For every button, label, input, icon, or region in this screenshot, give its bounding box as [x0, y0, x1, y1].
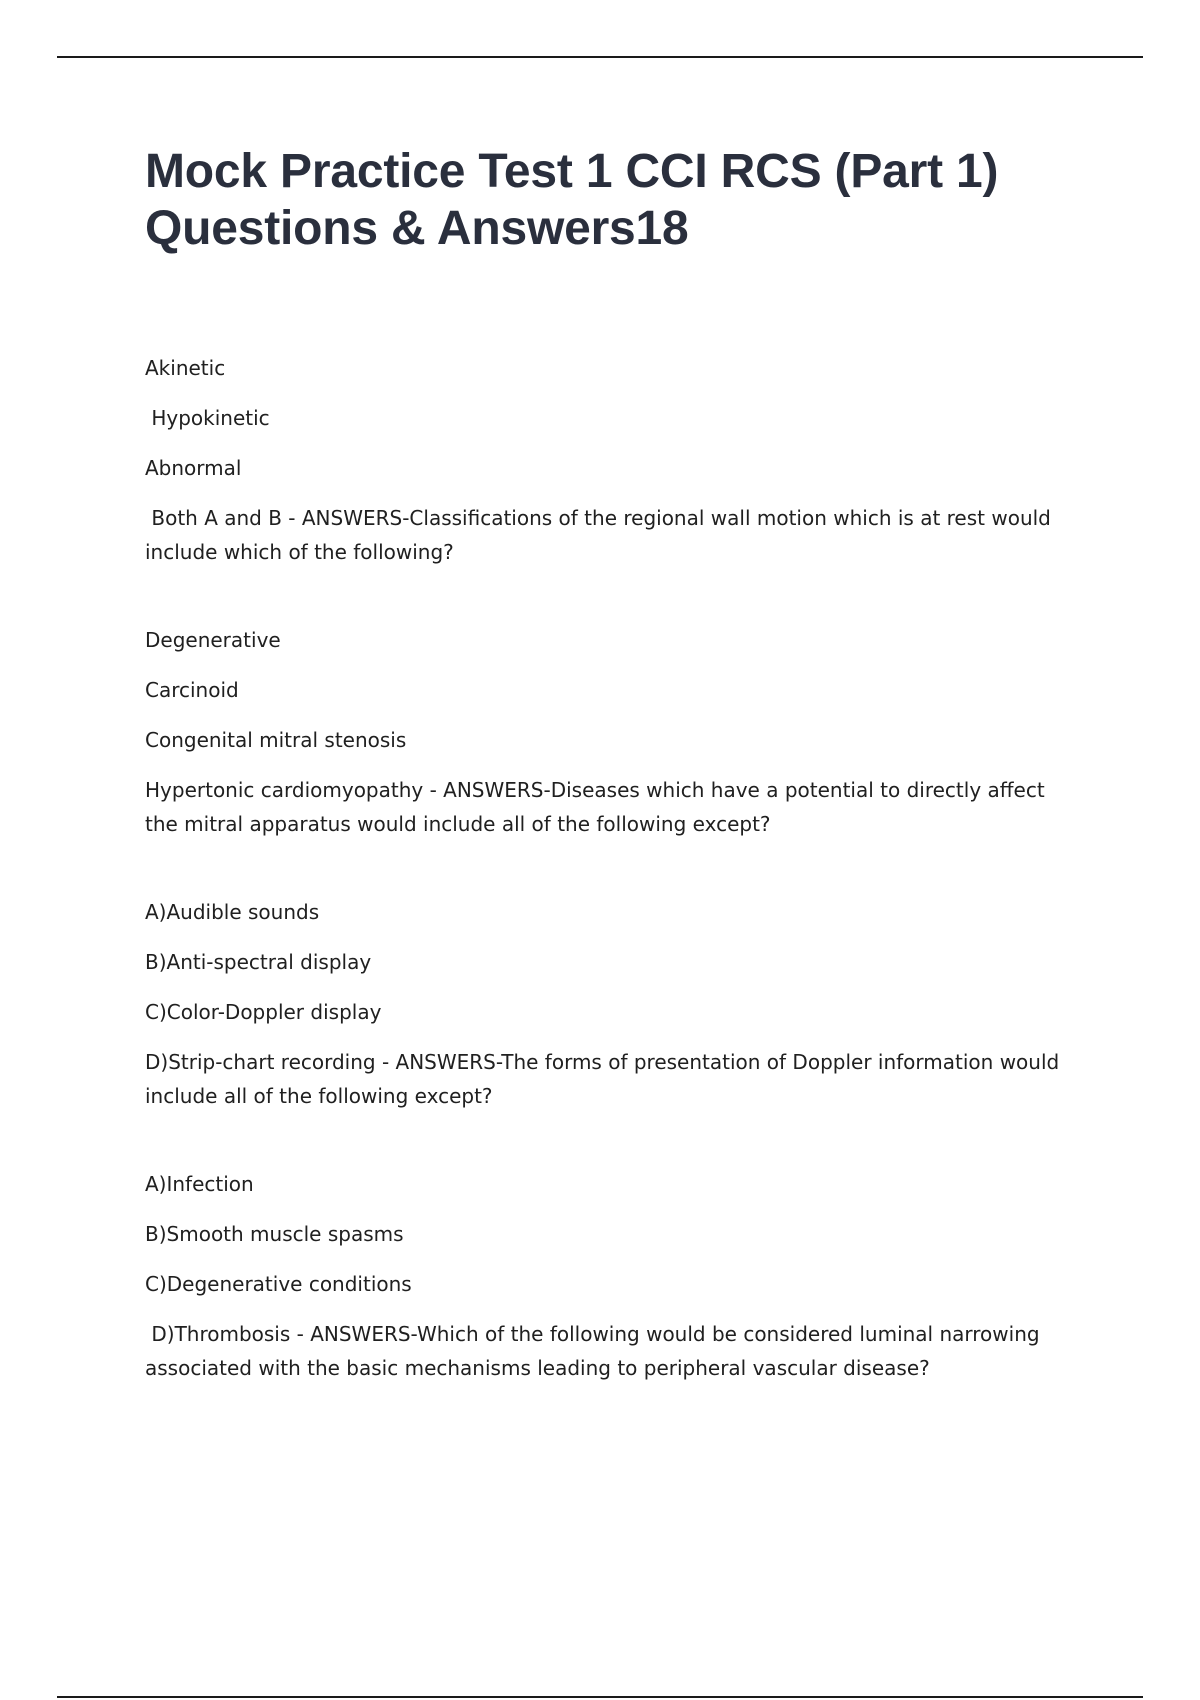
qa-block-1: [145, 351, 1075, 569]
answer-question-line: D)Thrombosis - ANSWERS-Which of the following would be considered luminal narrowing associated with the basic mechanisms leading to peripheral vascular disease?: [145, 1322, 1046, 1380]
answer-question-line: Both A and B - ANSWERS-Classifications of the regional wall motion which is at rest would include which of the following?: [145, 506, 1058, 564]
option-line: Hypokinetic: [145, 406, 270, 430]
page-content: [145, 143, 1075, 1439]
qa-block-3: [145, 895, 1075, 1113]
option-line: A)Audible sounds: [145, 900, 320, 924]
bottom-divider: [57, 1696, 1143, 1698]
option-line: B)Smooth muscle spasms: [145, 1222, 404, 1246]
page-title: [145, 143, 1075, 257]
option-line: B)Anti-spectral display: [145, 950, 372, 974]
answer-question-line: Hypertonic cardiomyopathy - ANSWERS-Diseases which have a potential to directly affect the mitral apparatus would include all of the following except?: [145, 778, 1052, 836]
top-divider: [57, 56, 1143, 58]
qa-block-2: [145, 623, 1075, 841]
option-line: Abnormal: [145, 456, 242, 480]
answer-question-line: D)Strip-chart recording - ANSWERS-The forms of presentation of Doppler information would include all of the following except?: [145, 1050, 1066, 1108]
qa-list: [145, 351, 1075, 1385]
option-line: Akinetic: [145, 356, 226, 380]
option-line: C)Color-Doppler display: [145, 1000, 382, 1024]
option-line: Carcinoid: [145, 678, 239, 702]
option-line: Congenital mitral stenosis: [145, 728, 407, 752]
qa-block-4: [145, 1167, 1075, 1385]
option-line: A)Infection: [145, 1172, 254, 1196]
option-line: Degenerative: [145, 628, 281, 652]
title-line-2: Questions & Answers18: [145, 202, 689, 255]
option-line: C)Degenerative conditions: [145, 1272, 412, 1296]
title-line-1: Mock Practice Test 1 CCI RCS (Part 1): [145, 145, 999, 198]
